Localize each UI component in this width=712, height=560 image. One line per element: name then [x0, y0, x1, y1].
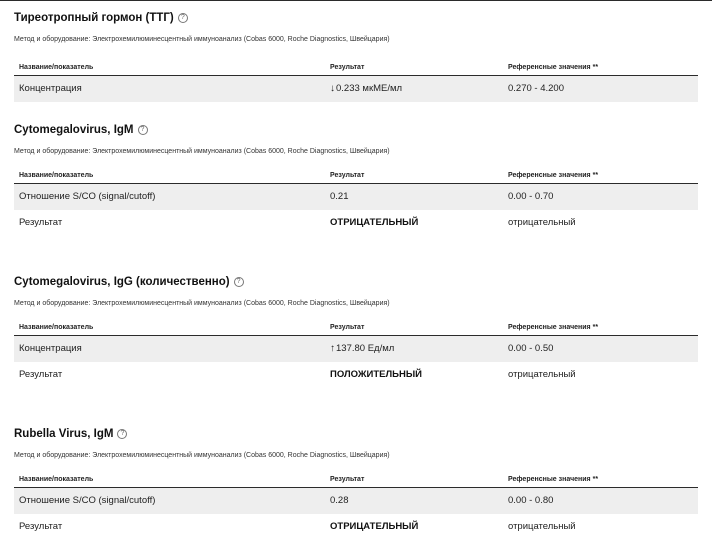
- section-title: [14, 12, 188, 24]
- header-name: Название/показатель: [19, 476, 94, 483]
- info-icon[interactable]: ?: [138, 125, 148, 135]
- header-result: Результат: [330, 476, 365, 483]
- header-result: Результат: [330, 172, 365, 179]
- section-title: [14, 428, 127, 440]
- row-reference: 0.00 - 0.70: [508, 191, 554, 202]
- section-title: [14, 124, 148, 136]
- row-reference: 0.00 - 0.80: [508, 495, 554, 506]
- table-header: [14, 62, 698, 76]
- row-reference: 0.00 - 0.50: [508, 343, 554, 354]
- table-header: [14, 170, 698, 184]
- info-icon[interactable]: ?: [234, 277, 244, 287]
- row-result: 0.28: [330, 495, 349, 506]
- results-table: [14, 62, 698, 102]
- method-description: Метод и оборудование: Электрохемилюминесцентный иммуноанализ (Cobas 6000, Roche Diagnostics, Швейцария): [14, 36, 390, 43]
- row-reference: отрицательный: [508, 217, 576, 228]
- header-name: Название/показатель: [19, 64, 94, 71]
- table-row: [14, 76, 698, 102]
- header-reference: Референсные значения **: [508, 64, 599, 71]
- table-row: [14, 488, 698, 514]
- row-name: Концентрация: [19, 83, 82, 94]
- info-icon[interactable]: ?: [117, 429, 127, 439]
- table-header: [14, 474, 698, 488]
- row-name: Отношение S/CO (signal/cutoff): [19, 191, 156, 202]
- table-row: [14, 184, 698, 210]
- table-row: [14, 362, 698, 388]
- row-name: Результат: [19, 217, 63, 228]
- header-reference: Референсные значения **: [508, 172, 599, 179]
- row-result: 0.21: [330, 191, 349, 202]
- row-result: ОТРИЦАТЕЛЬНЫЙ: [330, 217, 419, 228]
- row-name: Результат: [19, 521, 63, 532]
- results-table: [14, 170, 698, 236]
- header-name: Название/показатель: [19, 172, 94, 179]
- results-table: [14, 474, 698, 540]
- method-description: Метод и оборудование: Электрохемилюминесцентный иммуноанализ (Cobas 6000, Roche Diagnostics, Швейцария): [14, 148, 390, 155]
- header-result: Результат: [330, 64, 365, 71]
- row-result-value: 0.233 мкМЕ/мл: [336, 83, 403, 94]
- section-title-text: Cytomegalovirus, IgG (количественно): [14, 276, 230, 288]
- row-name: Концентрация: [19, 343, 82, 354]
- row-reference: 0.270 - 4.200: [508, 83, 564, 94]
- section-title-text: Cytomegalovirus, IgM: [14, 124, 134, 136]
- section-title: [14, 276, 244, 288]
- section-title-text: Rubella Virus, IgM: [14, 428, 114, 440]
- table-header: [14, 322, 698, 336]
- row-reference: отрицательный: [508, 521, 576, 532]
- table-row: [14, 336, 698, 362]
- row-result: [330, 83, 402, 94]
- row-reference: отрицательный: [508, 369, 576, 380]
- results-table: [14, 322, 698, 388]
- row-result: ПОЛОЖИТЕЛЬНЫЙ: [330, 369, 422, 380]
- method-description: Метод и оборудование: Электрохемилюминесцентный иммуноанализ (Cobas 6000, Roche Diagnostics, Швейцария): [14, 300, 390, 307]
- table-row: [14, 514, 698, 540]
- header-result: Результат: [330, 324, 365, 331]
- row-result-value: 137.80 Ед/мл: [336, 343, 395, 354]
- header-name: Название/показатель: [19, 324, 94, 331]
- header-reference: Референсные значения **: [508, 324, 599, 331]
- top-divider: [0, 0, 712, 1]
- row-name: Отношение S/CO (signal/cutoff): [19, 495, 156, 506]
- arrow-down-icon: ↓: [330, 83, 335, 94]
- row-name: Результат: [19, 369, 63, 380]
- method-description: Метод и оборудование: Электрохемилюминесцентный иммуноанализ (Cobas 6000, Roche Diagnostics, Швейцария): [14, 452, 390, 459]
- row-result: ОТРИЦАТЕЛЬНЫЙ: [330, 521, 419, 532]
- table-row: [14, 210, 698, 236]
- header-reference: Референсные значения **: [508, 476, 599, 483]
- section-title-text: Тиреотропный гормон (ТТГ): [14, 12, 174, 24]
- row-result: [330, 343, 394, 354]
- info-icon[interactable]: ?: [178, 13, 188, 23]
- arrow-up-icon: ↑: [330, 343, 335, 354]
